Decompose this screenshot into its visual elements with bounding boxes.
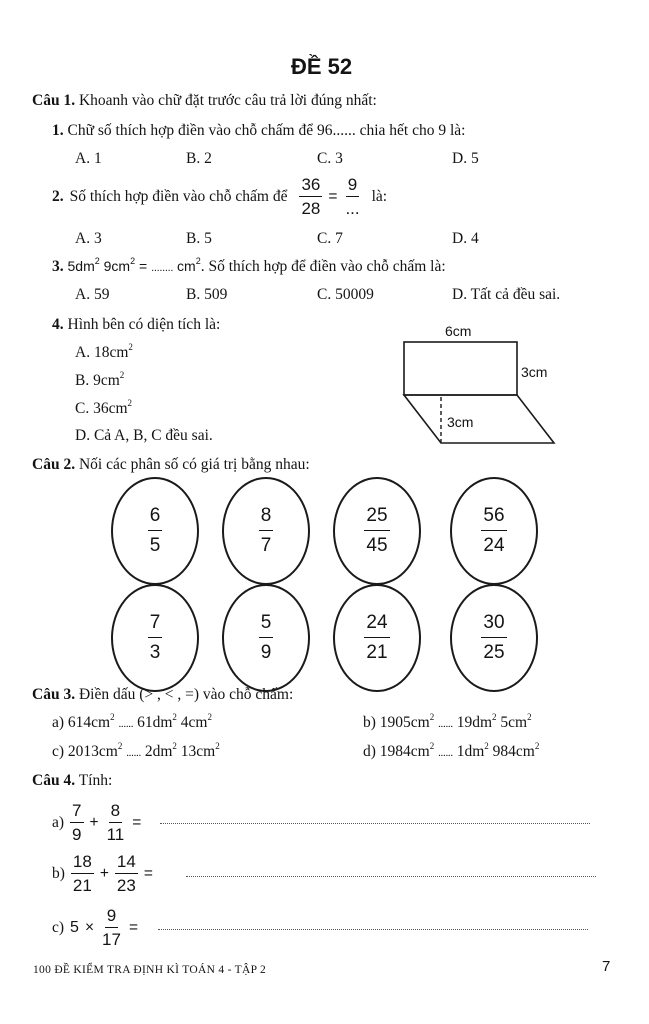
superscript: 2: [94, 256, 100, 266]
equals-sign: =: [132, 814, 142, 831]
fraction-denominator: 25: [483, 642, 505, 663]
parallelogram-shape: [404, 395, 554, 443]
q1-part4-option-d: D. Cả A, B, C đều sai.: [75, 427, 213, 444]
equals-sign: =: [128, 919, 138, 936]
q3-item-a: [52, 714, 212, 732]
fraction-numerator: 6: [148, 506, 163, 531]
q1-part2-fraction-left: [299, 176, 322, 218]
q1-part4-text: Hình bên có diện tích là:: [67, 316, 221, 333]
q1-part2-option-a: A. 3: [75, 230, 102, 247]
q1-part2-num: 2.: [52, 188, 64, 205]
expr-right-2: 4cm: [180, 714, 208, 731]
fraction-numerator: 7: [70, 802, 83, 823]
shape-figure: [395, 318, 610, 448]
q1-part1-option-a: A. 1: [75, 150, 102, 167]
fraction-denominator: ...: [345, 199, 360, 218]
fraction: [148, 506, 163, 556]
q1-part3-num: 3.: [52, 258, 64, 275]
q1-part4-num: 4.: [52, 316, 64, 333]
q1-part1: [52, 122, 465, 140]
fraction-denominator: 3: [149, 642, 161, 663]
superscript: 2: [128, 342, 133, 352]
operator-times: ×: [84, 919, 95, 936]
figure-label-side: 3cm: [521, 364, 548, 380]
expr-right-1: 1dm: [456, 743, 485, 760]
fraction-numerator: 30: [481, 613, 506, 638]
q3-item-b: [363, 714, 532, 732]
item-tag: d): [363, 743, 376, 760]
fraction-denominator: 7: [260, 535, 272, 556]
q3-item-c: [52, 743, 220, 761]
q1-part2-fraction-right: [343, 176, 361, 218]
footer-book-title: 100 ĐỀ KIỂM TRA ĐỊNH KÌ TOÁN 4 - TẬP 2: [33, 964, 267, 976]
fraction-oval[interactable]: [450, 584, 538, 692]
q1-part4-option-c: [75, 400, 132, 418]
fraction: [71, 853, 94, 895]
q3-item-d: [363, 743, 539, 761]
fraction-numerator: 24: [364, 613, 389, 638]
fraction: [364, 506, 389, 556]
item-tag: a): [52, 714, 65, 731]
operator-plus: +: [99, 865, 109, 882]
q1-part3-option-c: C. 50009: [317, 286, 374, 303]
q4-item-b: [52, 849, 153, 899]
fraction: [70, 802, 83, 844]
q3-heading: [32, 686, 293, 704]
q1-text: Khoanh vào chữ đặt trước câu trả lời đúng nhất:: [78, 92, 377, 109]
item-tag: b): [52, 865, 65, 882]
expr-right-1: 19dm: [456, 714, 492, 731]
expr-term: 9cm: [103, 258, 131, 274]
blank-dots[interactable]: ......: [438, 718, 453, 730]
fraction-numerator: 14: [115, 853, 138, 874]
equals-sign: =: [143, 865, 153, 882]
option-text: A. 18cm: [75, 344, 129, 361]
fraction-numerator: 5: [259, 613, 274, 638]
fraction-oval[interactable]: [111, 477, 199, 585]
q4-item-c: [52, 903, 138, 953]
blank-dots[interactable]: ......: [126, 747, 141, 759]
q1-part2: [52, 175, 387, 219]
q1-heading: [32, 92, 377, 110]
figure-label-top: 6cm: [445, 323, 472, 339]
expr-left: 2013cm: [67, 743, 118, 760]
q1-part3-text: . Số thích hợp để điền vào chỗ chấm là:: [200, 258, 446, 275]
superscript: 2: [172, 741, 177, 751]
fraction-numerator: 36: [299, 176, 322, 197]
fraction-oval[interactable]: [333, 477, 421, 585]
q3-text: Điền dấu (> , < , =) vào chỗ chấm:: [78, 686, 294, 703]
fraction-oval[interactable]: [222, 584, 310, 692]
expr-equals: =: [139, 258, 148, 274]
q1-part4: [52, 316, 220, 334]
q2-heading: [32, 456, 310, 474]
fraction: [259, 613, 274, 663]
q1-part2-option-c: C. 7: [317, 230, 343, 247]
fraction: [148, 613, 163, 663]
fraction: [481, 506, 506, 556]
page-number: 7: [602, 958, 611, 975]
q1-part3-option-b: B. 509: [186, 286, 228, 303]
option-text: B. 9cm: [75, 372, 120, 389]
superscript: 2: [484, 741, 489, 751]
expr-left: 614cm: [67, 714, 111, 731]
fraction-denominator: 9: [260, 642, 272, 663]
answer-line-a[interactable]: [160, 823, 590, 824]
q1-part3-expression: [68, 258, 201, 274]
q4-text: Tính:: [78, 772, 113, 789]
superscript: 2: [117, 741, 123, 751]
fraction: [100, 907, 123, 949]
fraction-numerator: 8: [109, 802, 122, 823]
superscript: 2: [527, 712, 532, 722]
operator-plus: +: [89, 814, 99, 831]
q1-part1-option-d: D. 5: [452, 150, 479, 167]
q1-part2-option-d: D. 4: [452, 230, 479, 247]
fraction: [115, 853, 138, 895]
fraction-numerator: 25: [364, 506, 389, 531]
fraction-numerator: 7: [148, 613, 163, 638]
expr-left: 1984cm: [379, 743, 430, 760]
superscript: 2: [110, 712, 115, 722]
fraction-oval[interactable]: [333, 584, 421, 692]
q1-part1-text: Chữ số thích hợp điền vào chỗ chấm để 96...... chia hết cho 9 là:: [67, 122, 466, 139]
q1-part2-text-after: là:: [371, 188, 388, 205]
q1-part4-option-a: [75, 344, 133, 362]
expr-term: cm: [177, 258, 196, 274]
expr-right-2: 5cm: [500, 714, 528, 731]
q1-part4-option-b: [75, 372, 124, 390]
superscript: 2: [130, 256, 136, 266]
q2-text: Nối các phân số có giá trị bằng nhau:: [78, 456, 310, 473]
whole-number: 5: [70, 919, 79, 936]
superscript: 2: [534, 741, 540, 751]
item-tag: b): [363, 714, 376, 731]
expr-right-1: 2dm: [144, 743, 173, 760]
expr-left: 1905cm: [379, 714, 430, 731]
fraction-denominator: 45: [366, 535, 388, 556]
q2-label: Câu 2.: [32, 456, 76, 473]
fraction-denominator: 11: [106, 825, 125, 844]
answer-line-b[interactable]: [186, 876, 596, 877]
fraction-oval[interactable]: [222, 477, 310, 585]
blank-dots: ........: [151, 262, 174, 274]
q1-part3: [52, 258, 446, 276]
fraction: [259, 506, 274, 556]
superscript: 2: [207, 712, 212, 722]
q1-part2-text: Số thích hợp điền vào chỗ chấm để: [69, 188, 288, 205]
fraction: [105, 802, 127, 844]
superscript: 2: [429, 712, 435, 722]
q1-part1-num: 1.: [52, 122, 64, 139]
q3-label: Câu 3.: [32, 686, 76, 703]
q1-part2-equals: =: [328, 188, 338, 205]
q1-part1-option-b: B. 2: [186, 150, 212, 167]
superscript: 2: [429, 741, 435, 751]
fraction-numerator: 9: [346, 176, 359, 197]
fraction-numerator: 18: [71, 853, 94, 874]
q4-item-a: [52, 798, 141, 848]
q4-label: Câu 4.: [32, 772, 76, 789]
q1-part1-option-c: C. 3: [317, 150, 343, 167]
fraction-numerator: 8: [259, 506, 274, 531]
superscript: 2: [492, 712, 497, 722]
fraction-denominator: 21: [72, 876, 92, 895]
figure-label-height: 3cm: [447, 414, 474, 430]
fraction-oval[interactable]: [450, 477, 538, 585]
q1-part3-option-d: D. Tất cả đều sai.: [452, 286, 561, 303]
q1-part3-option-a: A. 59: [75, 286, 110, 303]
answer-line-c[interactable]: [158, 929, 588, 930]
blank-dots[interactable]: ......: [118, 718, 134, 730]
superscript: 2: [127, 398, 133, 408]
expr-right-2: 984cm: [492, 743, 535, 760]
fraction-numerator: 9: [105, 907, 118, 928]
rectangle-shape: [404, 342, 517, 395]
item-tag: c): [52, 919, 65, 936]
fraction-denominator: 23: [116, 876, 136, 895]
expr-right-2: 13cm: [180, 743, 216, 760]
option-text: C. 36cm: [75, 400, 128, 417]
expr-right-1: 61dm: [137, 714, 173, 731]
item-tag: c): [52, 743, 65, 760]
fraction-denominator: 5: [149, 535, 161, 556]
fraction-oval[interactable]: [111, 584, 199, 692]
superscript: 2: [195, 256, 201, 266]
page-title: ĐỀ 52: [291, 54, 353, 79]
superscript: 2: [215, 741, 220, 751]
q1-label: Câu 1.: [32, 92, 76, 109]
fraction-denominator: 21: [366, 642, 388, 663]
fraction: [364, 613, 389, 663]
fraction: [481, 613, 506, 663]
superscript: 2: [119, 370, 125, 380]
fraction-denominator: 9: [72, 825, 82, 844]
superscript: 2: [172, 712, 177, 722]
fraction-denominator: 24: [483, 535, 505, 556]
fraction-denominator: 17: [102, 930, 121, 949]
blank-dots[interactable]: ......: [438, 747, 453, 759]
q4-heading: [32, 772, 112, 790]
fraction-denominator: 28: [301, 199, 321, 218]
item-tag: a): [52, 814, 65, 831]
q1-part2-option-b: B. 5: [186, 230, 212, 247]
fraction-numerator: 56: [481, 506, 506, 531]
expr-term: 5dm: [67, 258, 95, 274]
